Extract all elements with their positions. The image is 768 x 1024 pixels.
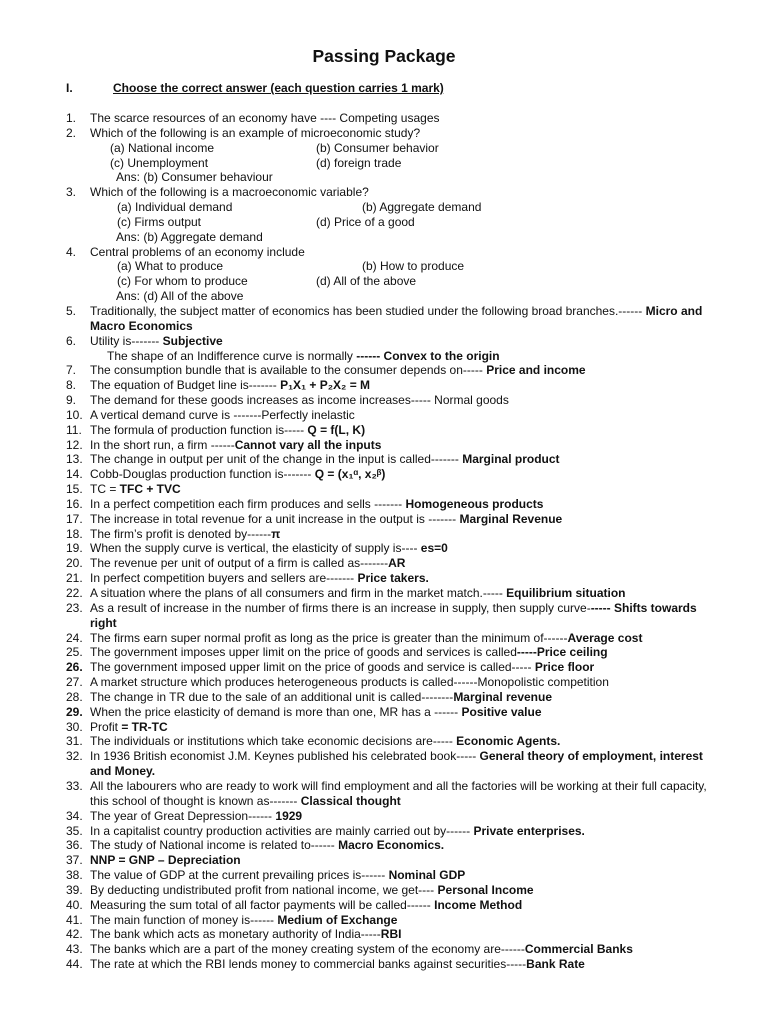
question-item: 44. The rate at which the RBI lends money to commercial banks against securities-----Bank Rate bbox=[66, 957, 585, 972]
extra-question: The shape of an Indifference curve is normally ------ Convex to the origin bbox=[107, 348, 500, 363]
question-item: 12. In the short run, a firm ------Cannot vary all the inputs bbox=[66, 437, 382, 452]
option-row: (c) Unemployment (d) foreign trade bbox=[110, 155, 402, 170]
question-list bbox=[0, 111, 768, 972]
question-item: 27. A market structure which produces heterogeneous products is called------Monopolistic competition bbox=[66, 675, 609, 690]
section-instruction: Choose the correct answer (each question carries 1 mark) bbox=[113, 81, 444, 95]
question-item: 10. A vertical demand curve is -------Perfectly inelastic bbox=[66, 407, 355, 422]
question-item: 32. In 1936 British economist J.M. Keynes published his celebrated book----- General theory of employment, interest and Money. bbox=[66, 749, 703, 779]
question-item: 40. Measuring the sum total of all factor payments will be called------ Income Method bbox=[66, 897, 523, 912]
question-item: 11. The formula of production function is----- Q = f(L, K) bbox=[66, 422, 366, 437]
question-item: 21. In perfect competition buyers and sellers are------- Price takers. bbox=[66, 571, 429, 586]
question-item: 14. Cobb-Douglas production function is------- Q = (x₁ᵅ, x₂ᵝ) bbox=[66, 467, 386, 482]
question-item: 3. Which of the following is a macroeconomic variable? bbox=[66, 185, 369, 200]
question-item: 33. All the labourers who are ready to work will find employment and all the factories will be working at their full capacity, this school of thought is known as------- Classical thought bbox=[66, 778, 707, 808]
question-item: 30. Profit = TR-TC bbox=[66, 719, 168, 734]
question-item: 24. The firms earn super normal profit as long as the price is greater than the minimum of------Average cost bbox=[66, 630, 643, 645]
option-row: (a) Individual demand (b) Aggregate demand bbox=[117, 200, 482, 215]
question-item: 22. A situation where the plans of all consumers and firm in the market match.----- Equilibrium situation bbox=[66, 586, 626, 600]
option-row: (a) National income (b) Consumer behavior bbox=[110, 140, 439, 155]
question-item: 7. The consumption bundle that is available to the consumer depends on----- Price and income bbox=[66, 363, 586, 378]
question-item: 8. The equation of Budget line is------- P₁X₁ + P₂X₂ = M bbox=[66, 378, 371, 393]
question-item: 42. The bank which acts as monetary authority of India-----RBI bbox=[66, 927, 402, 942]
question-item: 38. The value of GDP at the current prevailing prices is------ Nominal GDP bbox=[66, 868, 466, 883]
option-row: (c) For whom to produce (d) All of the above bbox=[117, 274, 417, 289]
question-item: 23. As a result of increase in the number of firms there is an increase in supply, then supply curve------ Shifts towards right bbox=[66, 600, 697, 630]
section-number: I. bbox=[66, 81, 73, 95]
question-item: 19. When the supply curve is vertical, the elasticity of supply is---- es=0 bbox=[66, 541, 448, 556]
question-item: 1. The scarce resources of an economy have ---- Competing usages bbox=[66, 111, 440, 125]
page-title: Passing Package bbox=[312, 46, 456, 66]
section-heading bbox=[66, 81, 726, 95]
question-item: 35. In a capitalist country production activities are mainly carried out by------ Private enterprises. bbox=[66, 823, 585, 838]
question-item: 16. In a perfect competition each firm produces and sells ------- Homogeneous products bbox=[66, 496, 544, 511]
option-row: (c) Firms output (d) Price of a good bbox=[117, 214, 415, 229]
answer-line: Ans: (d) All of the above bbox=[116, 289, 244, 304]
question-item: 31. The individuals or institutions which take economic decisions are----- Economic Agents. bbox=[66, 734, 561, 749]
question-item: 13. The change in output per unit of the change in the input is called------- Marginal product bbox=[66, 452, 560, 467]
question-item: 17. The increase in total revenue for a unit increase in the output is ------- Marginal Revenue bbox=[66, 511, 563, 526]
question-item: 15. TC = TFC + TVC bbox=[66, 482, 181, 497]
option-row: (a) What to produce (b) How to produce bbox=[117, 259, 465, 274]
question-item: 28. The change in TR due to the sale of an additional unit is called--------Marginal revenue bbox=[66, 689, 553, 704]
answer-line: Ans: (b) Consumer behaviour bbox=[116, 170, 273, 185]
question-item: 20. The revenue per unit of output of a firm is called as-------AR bbox=[66, 556, 406, 571]
answer-line: Ans: (b) Aggregate demand bbox=[116, 229, 263, 244]
question-item: 43. The banks which are a part of the money creating system of the economy are------Commercial Banks bbox=[66, 942, 633, 957]
question-item: 41. The main function of money is------ Medium of Exchange bbox=[66, 912, 398, 927]
question-item: 36. The study of National income is related to------ Macro Economics. bbox=[66, 838, 445, 853]
question-item: 18. The firm’s profit is denoted by------π bbox=[66, 526, 281, 541]
question-item: 6. Utility is------- Subjective bbox=[66, 333, 223, 348]
question-item: 25. The government imposes upper limit on the price of goods and services is called-----Price ceiling bbox=[66, 645, 608, 660]
question-item: 26. The government imposed upper limit on the price of goods and service is called----- Price floor bbox=[66, 660, 595, 675]
question-item: 39. By deducting undistributed profit from national income, we get---- Personal Income bbox=[66, 882, 534, 897]
question-item: 4. Central problems of an economy include bbox=[66, 244, 305, 259]
question-item: 37. NNP = GNP – Depreciation bbox=[66, 853, 241, 868]
question-item: 29. When the price elasticity of demand is more than one, MR has a ------ Positive value bbox=[66, 704, 542, 719]
question-item: 34. The year of Great Depression------ 1929 bbox=[66, 808, 303, 823]
question-item: 9. The demand for these goods increases as income increases----- Normal goods bbox=[66, 393, 509, 408]
question-item: 2. Which of the following is an example of microeconomic study? bbox=[66, 125, 421, 140]
question-item: 5. Traditionally, the subject matter of economics has been studied under the following broad branches.------ Micro and Macro Economics bbox=[66, 303, 703, 333]
